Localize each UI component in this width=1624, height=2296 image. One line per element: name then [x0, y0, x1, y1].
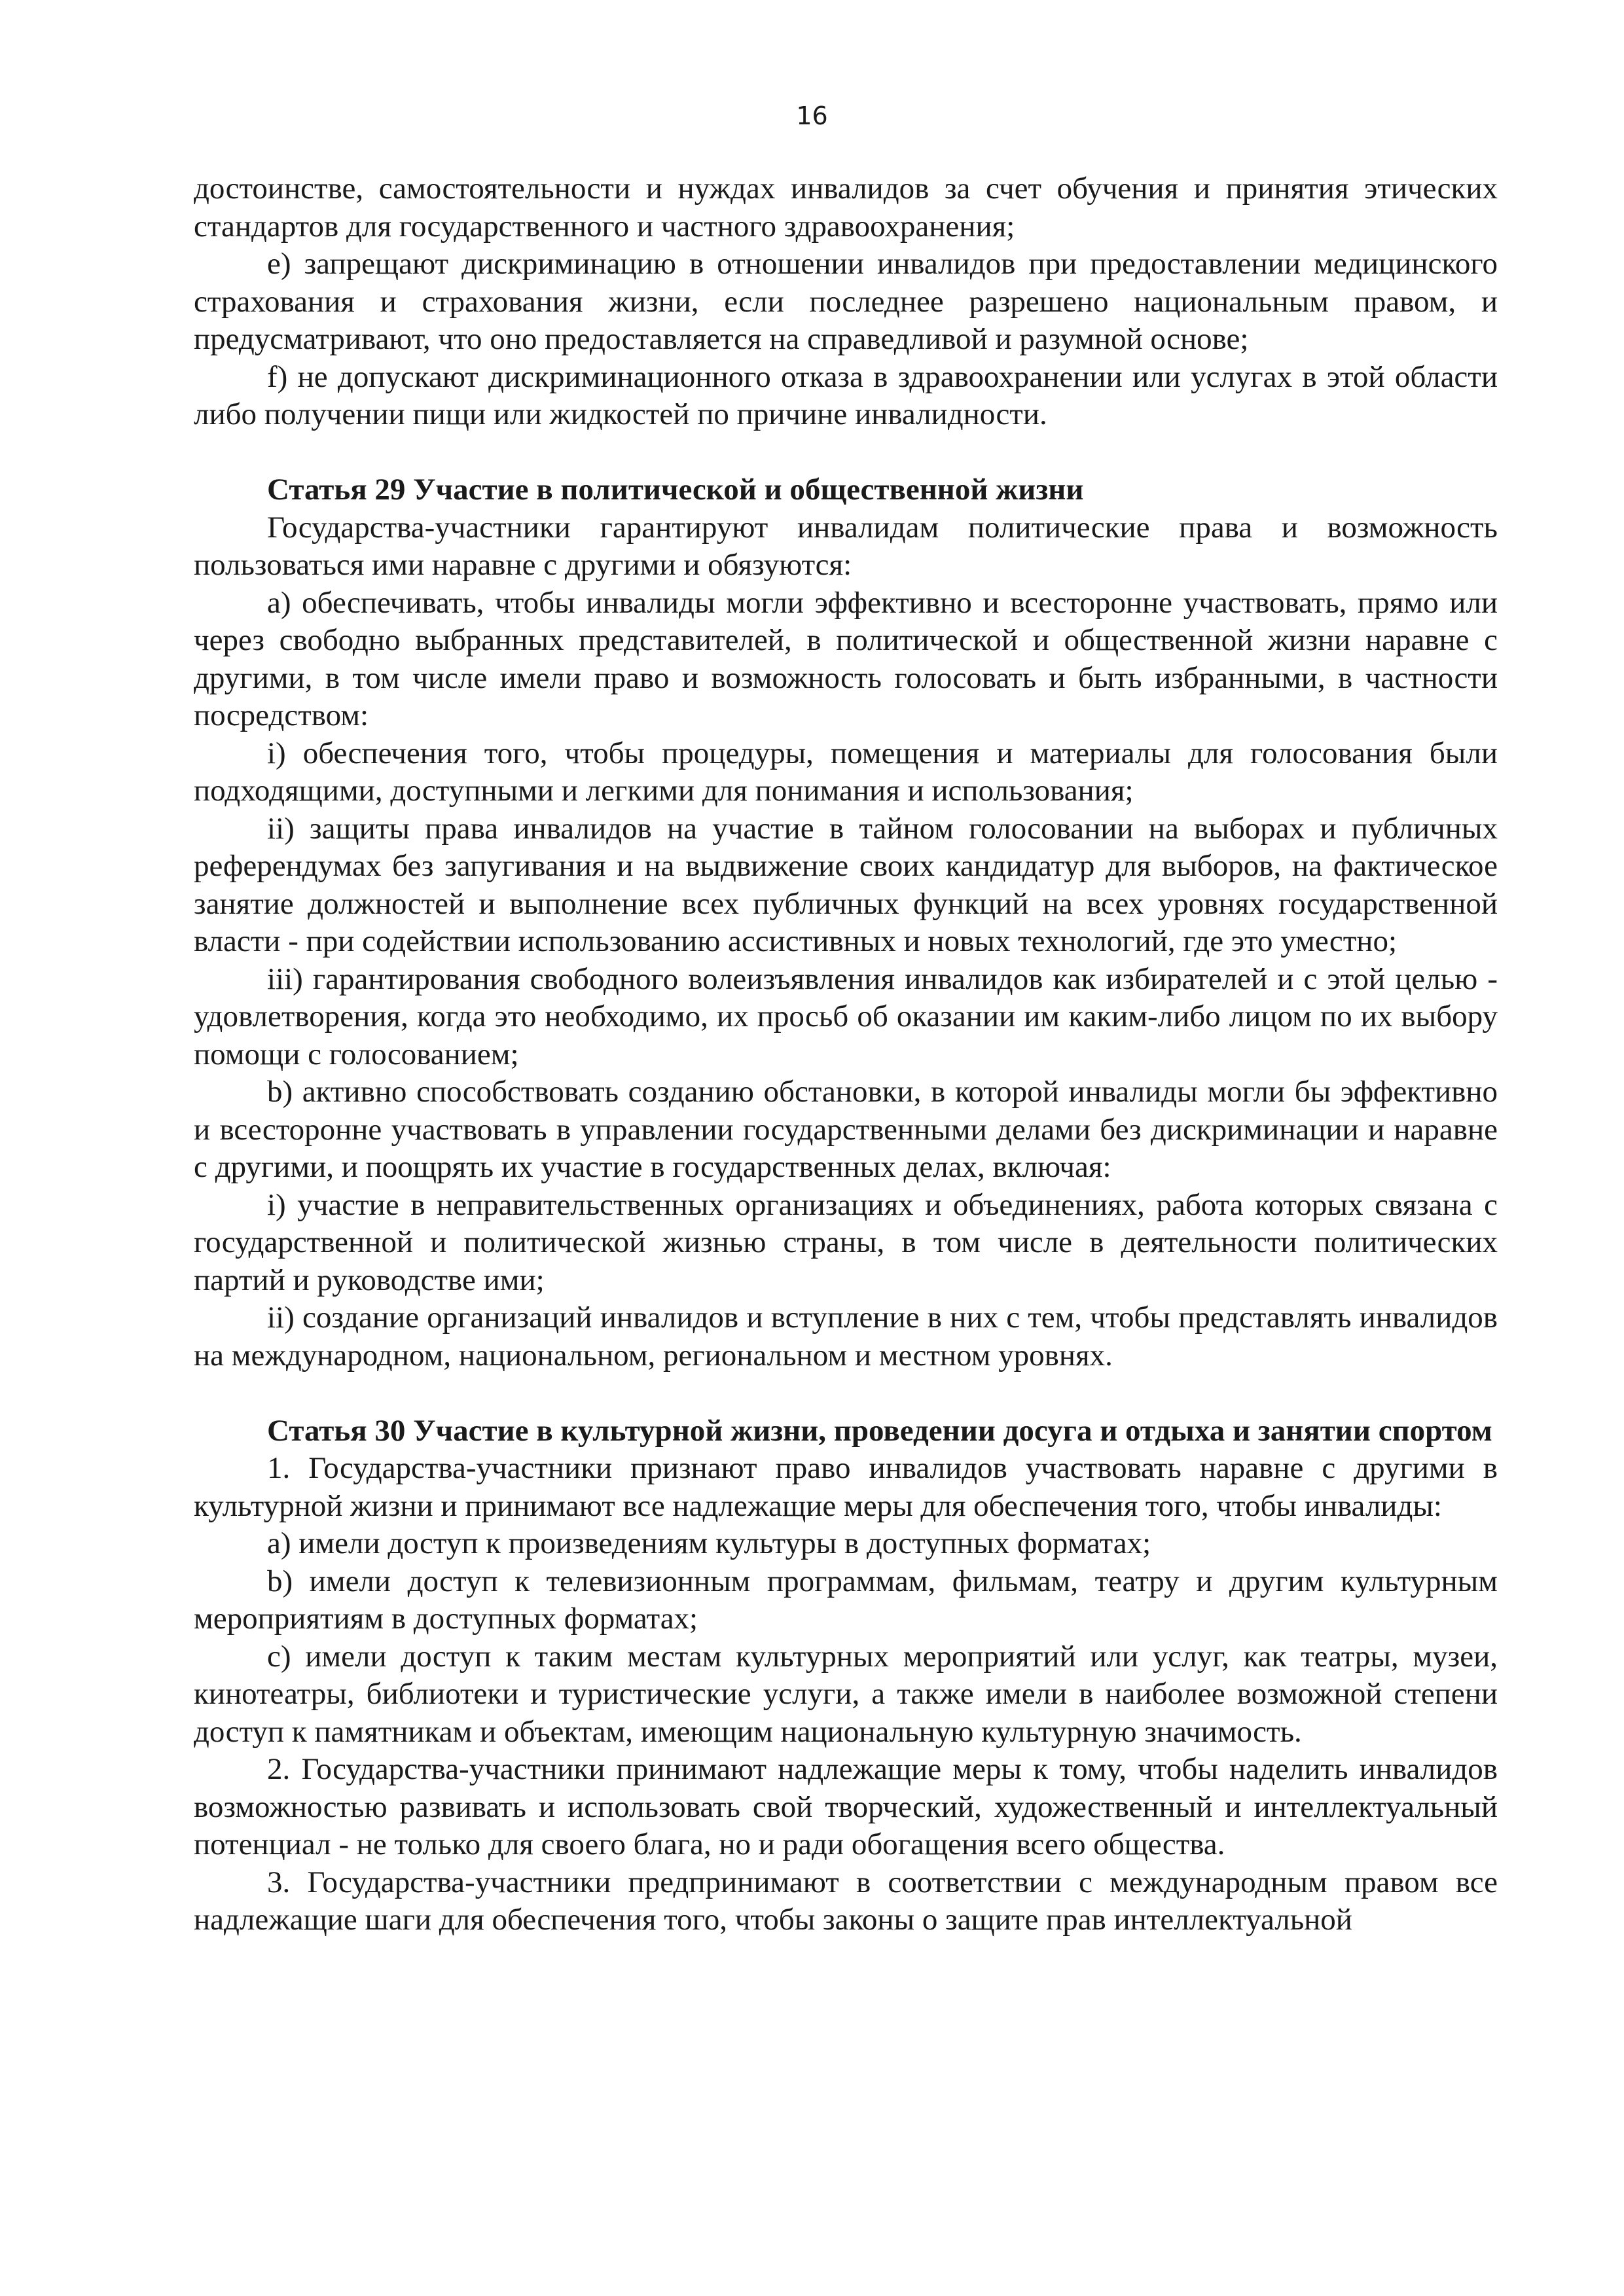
paragraph: b) имели доступ к телевизионным программам, фильмам, театру и другим культурным мероприятиям в доступных форматах;	[194, 1564, 1498, 1636]
section-spacer	[194, 1374, 1498, 1412]
paragraph: i) обеспечения того, чтобы процедуры, помещения и материалы для голосования были подходящими, доступными и легкими для понимания и использования;	[194, 736, 1498, 808]
paragraph: достоинстве, самостоятельности и нуждах инвалидов за счет обучения и принятия этических стандартов для государственного и частного здравоохранения;	[194, 171, 1498, 243]
paragraph: 1. Государства-участники признают право инвалидов участвовать наравне с другими в культурной жизни и принимают все надлежащие меры для обеспечения того, чтобы инвалиды:	[194, 1451, 1498, 1523]
paragraph: ii) создание организаций инвалидов и вступление в них с тем, чтобы представлять инвалидов на международном, национальном, региональном и местном уровнях.	[194, 1300, 1498, 1372]
document-body	[194, 170, 1498, 1939]
paragraph: e) запрещают дискриминацию в отношении инвалидов при предоставлении медицинского страхования и страхования жизни, если последнее разрешено национальным правом, и предусматривают, что оно предоставляется на справедливой и разумной основе;	[194, 247, 1498, 356]
paragraph: b) активно способствовать созданию обстановки, в которой инвалиды могли бы эффективно и всесторонне участвовать в управлении государственными делами без дискриминации и наравне с другими, и поощрять их участие в государственных делах, включая:	[194, 1075, 1498, 1184]
article-30-heading: Статья 30 Участие в культурной жизни, проведении досуга и отдыха и занятии спортом	[267, 1413, 1492, 1448]
paragraph: ii) защиты права инвалидов на участие в тайном голосовании на выборах и публичных референдумах без запугивания и на выдвижение своих кандидатур для выборов, на фактическое занятие должностей и выполнение всех публичных функций на всех уровнях государственной власти - при содействии использованию ассистивных и новых технологий, где это уместно;	[194, 811, 1498, 958]
paragraph: c) имели доступ к таким местам культурных мероприятий или услуг, как театры, музеи, кинотеатры, библиотеки и туристические услуги, а также имели в наиболее возможной степени доступ к памятникам и объектам, имеющим национальную культурную значимость.	[194, 1639, 1498, 1749]
paragraph: 2. Государства-участники принимают надлежащие меры к тому, чтобы наделить инвалидов возможностью развивать и использовать свой творческий, художественный и интеллектуальный потенциал - не только для своего блага, но и ради обогащения всего общества.	[194, 1752, 1498, 1861]
page-number: 16	[796, 101, 828, 130]
paragraph: iii) гарантирования свободного волеизъявления инвалидов как избирателей и с этой целью - удовлетворения, когда это необходимо, их просьб об оказании им каким-либо лицом по их выбору помощи с голосованием;	[194, 961, 1498, 1071]
section-spacer	[194, 434, 1498, 472]
paragraph: i) участие в неправительственных организациях и объединениях, работа которых связана с государственной и политической жизнью страны, в том числе в деятельности политических партий и руководстве ими;	[194, 1187, 1498, 1297]
paragraph: a) обеспечивать, чтобы инвалиды могли эффективно и всесторонне участвовать, прямо или через свободно выбранных представителей, в политической и общественной жизни наравне с другими, в том числе имели право и возможность голосовать и быть избранными, в частности посредством:	[194, 585, 1498, 732]
paragraph: f) не допускают дискриминационного отказа в здравоохранении или услугах в этой области либо получении пищи или жидкостей по причине инвалидности.	[194, 359, 1498, 431]
paragraph: a) имели доступ к произведениям культуры в доступных форматах;	[267, 1526, 1151, 1560]
paragraph: 3. Государства-участники предпринимают в соответствии с международным правом все надлежащие шаги для обеспечения того, чтобы законы о защите прав интеллектуальной	[194, 1865, 1498, 1937]
article-29-heading: Статья 29 Участие в политической и общественной жизни	[267, 473, 1084, 507]
paragraph: Государства-участники гарантируют инвалидам политические права и возможность пользоваться ими наравне с другими и обязуются:	[194, 510, 1498, 582]
